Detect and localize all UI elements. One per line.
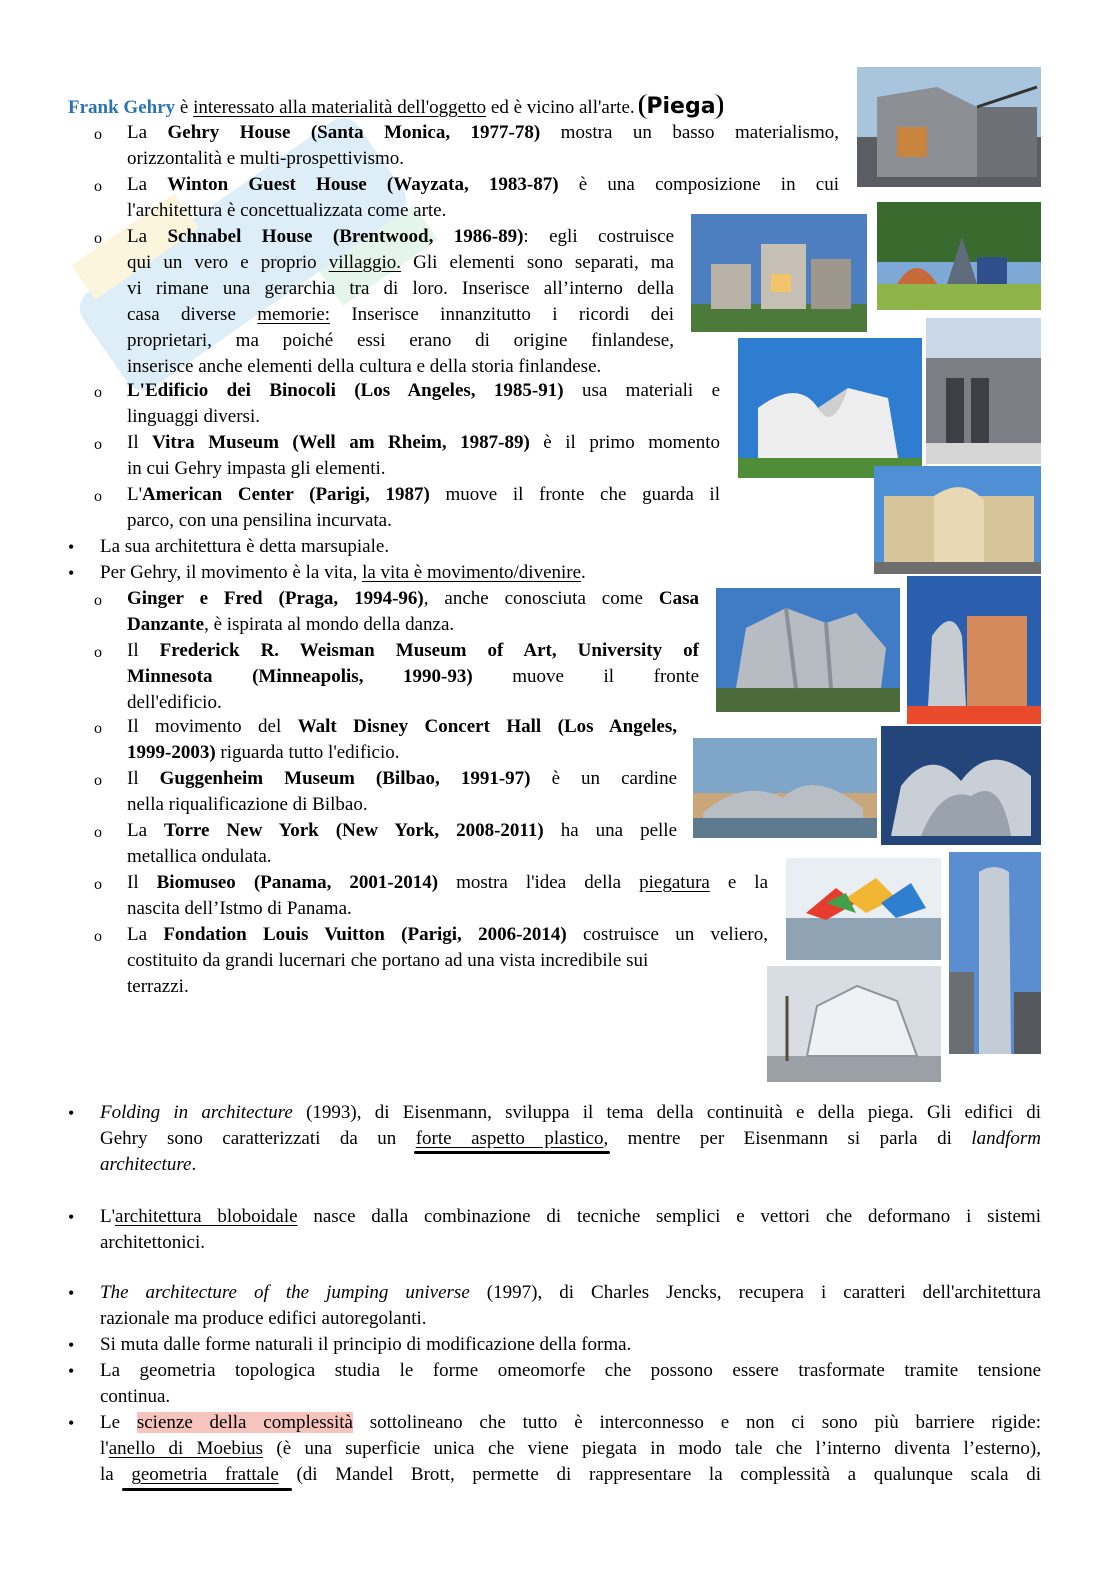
text: La xyxy=(127,174,168,195)
list-item-continuation: nella riqualificazione di Bilbao. xyxy=(127,794,368,815)
list-item-continuation xyxy=(127,740,400,766)
list-item xyxy=(127,818,677,844)
text: è xyxy=(175,97,194,118)
text: The architecture of the jumping universe xyxy=(100,1282,470,1303)
text: Casa xyxy=(658,588,699,609)
list-item xyxy=(127,430,720,456)
text: L' xyxy=(127,484,143,505)
building-title: Torre New York (New York, 2008-2011) xyxy=(164,820,544,841)
text: , anche conosciuta come xyxy=(423,588,659,609)
building-title: L'Edificio dei Binocoli (Los Angeles, 1985-91) xyxy=(127,380,564,401)
photo-schnabel-house xyxy=(691,214,867,332)
text: muove il fronte xyxy=(472,666,700,687)
bullet-circle-icon: o xyxy=(94,436,102,453)
text: La xyxy=(127,924,164,945)
text: mostra l'idea della xyxy=(438,872,640,893)
list-item xyxy=(127,224,674,250)
text: sottolineano che tutto è interconnesso e non ci sono più barriere rigide: xyxy=(352,1412,1041,1433)
text: Per Gehry, il movimento è la vita, xyxy=(100,562,363,583)
list-item-continuation xyxy=(127,664,699,690)
list-item xyxy=(127,766,677,792)
building-title: Ginger e Fred (Praga, 1994-96) xyxy=(127,588,424,609)
building-title: Frederick R. Weisman Museum of Art, University of xyxy=(159,640,699,661)
list-item xyxy=(100,560,586,586)
bullet-dot-icon: • xyxy=(68,1207,75,1227)
list-item-continuation: continua. xyxy=(100,1386,171,1407)
highlighted-text: scienze della complessità xyxy=(136,1412,353,1433)
list-item-continuation: inserisce anche elementi della cultura e della storia finlandese. xyxy=(127,356,602,377)
text: Folding in architecture xyxy=(100,1102,293,1123)
bullet-circle-icon: o xyxy=(94,928,102,945)
text: ha una pelle xyxy=(543,820,677,841)
text: Gli elementi sono separati, ma xyxy=(401,252,674,273)
list-item xyxy=(100,1100,1041,1126)
text: Il xyxy=(127,768,160,789)
list-item xyxy=(127,638,699,664)
list-item xyxy=(100,1410,1041,1436)
list-item xyxy=(127,870,768,896)
photo-winton-guest-house xyxy=(877,202,1041,310)
list-item-continuation: vi rimane una gerarchia tra di loro. Inserisce all’interno della xyxy=(127,278,674,299)
underlined-text: forte aspetto plastico xyxy=(415,1128,604,1149)
text: Il xyxy=(127,872,157,893)
text: qui un vero e proprio xyxy=(127,252,329,273)
bullet-dot-icon: • xyxy=(68,1413,75,1433)
text: nasce dalla combinazione di tecniche semplici e vettori che deformano i sistemi xyxy=(297,1206,1041,1227)
text: è un cardine xyxy=(530,768,678,789)
text: La xyxy=(127,820,165,841)
photo-torre-new-york xyxy=(949,852,1041,1054)
building-title: American Center (Parigi, 1987) xyxy=(142,484,430,505)
list-item xyxy=(127,172,839,198)
building-title: Vitra Museum (Well am Rheim, 1987-89) xyxy=(152,432,530,453)
bullet-circle-icon: o xyxy=(94,230,102,247)
text: (1997), di Charles Jencks, recupera i caratteri dell'architettura xyxy=(469,1282,1041,1303)
bullet-circle-icon: o xyxy=(94,824,102,841)
list-item xyxy=(127,586,699,612)
handwritten-underline xyxy=(414,1151,610,1154)
text: L' xyxy=(100,1206,116,1227)
bullet-circle-icon: o xyxy=(94,488,102,505)
bullet-circle-icon: o xyxy=(94,720,102,737)
text: è una composizione in cui xyxy=(558,174,840,195)
list-item xyxy=(127,120,839,146)
photo-dancing-house xyxy=(907,576,1041,724)
list-item-continuation: costituito da grandi lucernari che portano ad una vista incredibile sui xyxy=(127,950,649,971)
underlined-text: interessato alla materialità dell'oggetto xyxy=(193,97,487,118)
text: Il movimento del xyxy=(127,716,298,737)
building-title: Walt Disney Concert Hall (Los Angeles, xyxy=(297,716,677,737)
text: , è ispirata al mondo della danza. xyxy=(204,614,455,635)
underlined-text: memorie: xyxy=(257,304,331,325)
list-item-continuation: dell'edificio. xyxy=(127,692,222,713)
bullet-dot-icon: • xyxy=(68,1361,75,1381)
building-title: Gehry House (Santa Monica, 1977-78) xyxy=(167,122,541,143)
list-item xyxy=(100,1204,1041,1230)
underlined-text: architettura bloboidale xyxy=(115,1206,298,1227)
list-item: Si muta dalle forme naturali il principio di modificazione della forma. xyxy=(100,1334,632,1355)
text: la xyxy=(100,1464,132,1485)
text: (1993), di Eisenmann, sviluppa il tema della continuità e della piega. Gli edifici di xyxy=(292,1102,1042,1123)
list-item-continuation xyxy=(127,250,674,276)
photo-weisman-museum xyxy=(716,588,900,712)
text: costruisce un veliero, xyxy=(566,924,768,945)
photo-vitra-museum xyxy=(738,338,922,478)
list-item-continuation xyxy=(127,302,674,328)
list-item-continuation xyxy=(100,1462,1041,1488)
text: Il xyxy=(127,432,153,453)
list-item-continuation xyxy=(100,1152,196,1178)
text: muove il fronte che guarda il xyxy=(429,484,720,505)
text: Il xyxy=(127,640,160,661)
list-item-continuation: metallica ondulata. xyxy=(127,846,272,867)
underlined-text: geometria frattale xyxy=(131,1464,279,1485)
photo-guggenheim-bilbao xyxy=(693,738,877,838)
building-title: Schnabel House (Brentwood, 1986-89) xyxy=(167,226,524,247)
text: architecture xyxy=(100,1154,192,1175)
bullet-circle-icon: o xyxy=(94,384,102,401)
text: 1999-2003) xyxy=(127,742,216,763)
text: Inserisce innanzitutto i ricordi dei xyxy=(330,304,675,325)
bullet-circle-icon: o xyxy=(94,126,102,143)
text: Minnesota (Minneapolis, 1990-93) xyxy=(127,666,473,687)
text: . xyxy=(581,562,586,583)
bullet-circle-icon: o xyxy=(94,178,102,195)
list-item-continuation: nascita dell’Istmo di Panama. xyxy=(127,898,352,919)
text: ed è vicino all'arte. xyxy=(486,97,640,118)
bullet-dot-icon: • xyxy=(68,537,75,557)
bullet-circle-icon: o xyxy=(94,644,102,661)
building-title: Fondation Louis Vuitton (Parigi, 2006-2014) xyxy=(163,924,567,945)
list-item: La geometria topologica studia le forme omeomorfe che possono essere trasformate tramite tensione xyxy=(100,1360,1041,1381)
list-item-continuation xyxy=(100,1126,1041,1152)
text: riguarda tutto l'edificio. xyxy=(215,742,400,763)
list-item xyxy=(127,714,677,740)
intro-line xyxy=(68,94,723,121)
list-item: La sua architettura è detta marsupiale. xyxy=(100,536,390,557)
building-title: Biomuseo (Panama, 2001-2014) xyxy=(156,872,439,893)
author-name: Frank Gehry xyxy=(68,97,176,118)
list-item-continuation: architettonici. xyxy=(100,1232,205,1253)
underlined-text: piegatura xyxy=(639,872,710,893)
bullet-circle-icon: o xyxy=(94,876,102,893)
text: (è una superficie unica che viene piegata in modo tale che l’interno diventa l’esterno), xyxy=(263,1438,1041,1459)
bullet-dot-icon: • xyxy=(68,1103,75,1123)
photo-gehry-house xyxy=(857,67,1041,187)
handwritten-underline xyxy=(122,1488,292,1491)
photo-american-center xyxy=(874,466,1041,574)
list-item-continuation: parco, con una pensilina incurvata. xyxy=(127,510,392,531)
list-item-continuation: terrazzi. xyxy=(127,976,189,997)
text: La xyxy=(127,122,168,143)
text: . xyxy=(191,1154,197,1175)
text: Danzante xyxy=(127,614,205,635)
list-item-continuation: proprietari, ma poiché essi erano di origine finlandese, xyxy=(127,330,674,351)
list-item-continuation: razionale ma produce edifici autoregolanti. xyxy=(100,1308,427,1329)
handwritten-note: Piega xyxy=(639,94,722,119)
bullet-dot-icon: • xyxy=(68,1283,75,1303)
building-title: Guggenheim Museum (Bilbao, 1991-97) xyxy=(159,768,531,789)
list-item xyxy=(127,482,720,508)
building-title: Winton Guest House (Wayzata, 1983-87) xyxy=(167,174,559,195)
underlined-text: villaggio. xyxy=(328,252,402,273)
bullet-dot-icon: • xyxy=(68,1335,75,1355)
photo-fondation-louis-vuitton xyxy=(767,966,941,1082)
text: , mentre per Eisenmann si parla di xyxy=(603,1128,972,1149)
text: è il primo momento xyxy=(529,432,720,453)
text: mostra un basso materialismo, xyxy=(540,122,839,143)
list-item-continuation: orizzontalità e multi-prospettivismo. xyxy=(127,148,405,169)
text: La xyxy=(127,226,168,247)
text: Le xyxy=(100,1412,137,1433)
bullet-circle-icon: o xyxy=(94,592,102,609)
list-item-continuation xyxy=(100,1436,1041,1462)
text: usa materiali e xyxy=(563,380,721,401)
text: (di Mandel Brott, permette di rappresentare la complessità a qualunque scala di xyxy=(278,1464,1041,1485)
bullet-dot-icon: • xyxy=(68,563,75,583)
bullet-circle-icon: o xyxy=(94,772,102,789)
text: landform xyxy=(971,1128,1042,1149)
photo-disney-concert-hall xyxy=(881,726,1041,845)
photo-binocoli-building xyxy=(926,318,1041,464)
list-item xyxy=(100,1280,1041,1306)
list-item-continuation xyxy=(127,612,454,638)
text: l' xyxy=(100,1438,109,1459)
text: : egli costruisce xyxy=(523,226,674,247)
text: casa diverse xyxy=(127,304,258,325)
underlined-text: la vita è movimento/divenire xyxy=(362,562,582,583)
list-item xyxy=(127,378,720,404)
list-item xyxy=(127,922,768,948)
text: e la xyxy=(709,872,769,893)
text: Gehry sono caratterizzati da un xyxy=(100,1128,416,1149)
list-item-continuation: l'architettura è concettualizzata come arte. xyxy=(127,200,447,221)
list-item-continuation: in cui Gehry impasta gli elementi. xyxy=(127,458,386,479)
list-item-continuation: linguaggi diversi. xyxy=(127,406,260,427)
photo-biomuseo xyxy=(786,858,941,960)
underlined-text: anello di Moebius xyxy=(108,1438,264,1459)
